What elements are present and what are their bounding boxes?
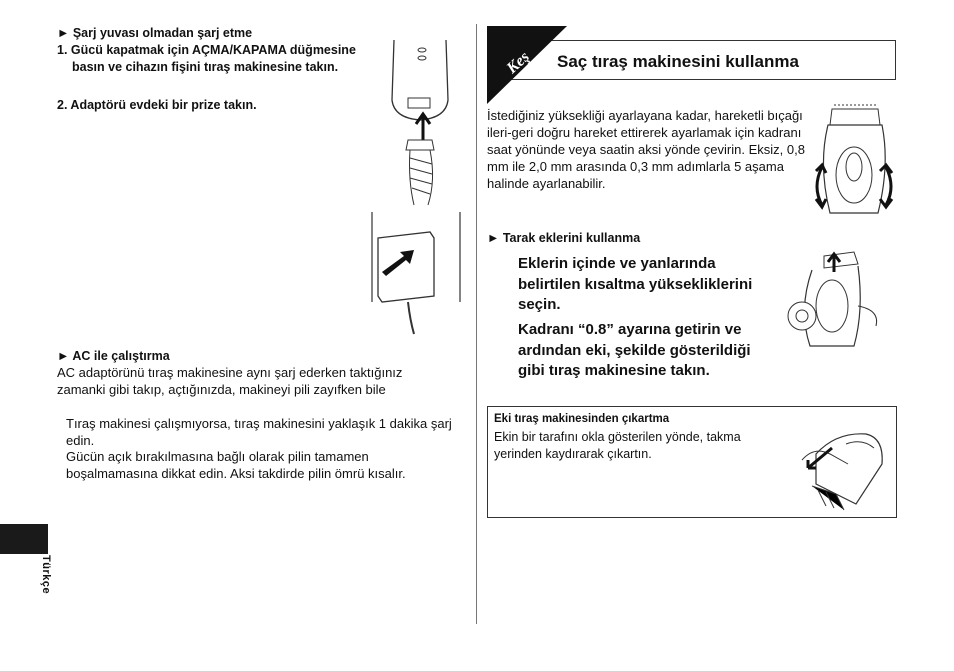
language-label: Türkçe [40,555,52,595]
ac-text-line-2: zamanki gibi takıp, açtığınızda, makineyi pili zayıfken bile [57,382,386,397]
step-2: 2. Adaptörü evdeki bir prize takın. [57,98,257,112]
note-battery-line-1: Gücün açık bırakılmasına bağlı olarak pilin tamamen [66,449,369,464]
corner-triangle [487,26,567,104]
intro-text: İstediğiniz yüksekliği ayarlayana kadar, hareketli bıçağı ileri-geri doğru hareket ettirerek ayarlamak için kadranı saat yönünde veya saatin aksi yönde çevirin. Eksiz, 0,8 mm ile 2,0 mm arasında 0,3 mm adımlarla 5 aşama halinde ayarlanabilir. [487,108,805,191]
dial-shaver-illustration [808,105,898,220]
note-battery-line-2: boşalmamasına dikkat edin. Aksi takdirde pilin ömrü kısalır. [66,466,406,481]
language-tab [0,524,48,554]
instruction-set-dial: Kadranı “0.8” ayarına getirin ve ardından eki, şekilde gösterildiği gibi tıraş makinesine takın. [518,321,751,379]
corner-label: Keş [503,48,533,78]
note-charge: Tıraş makinesi çalışmıyorsa, tıraş makinesini yaklaşık 1 dakika şarj edin. [66,416,452,448]
box-title: Eki tıraş makinesinden çıkartma [494,413,670,425]
instruction-choose-height: Eklerin içinde ve yanlarında belirtilen kısaltma yüksekliklerini seçin. [518,255,753,313]
section-header: Saç tıraş makinesini kullanma [557,52,799,71]
step-1: 1. Gücü kapatmak için AÇMA/KAPAMA düğmesine basın ve cihazın fişini tıraş makinesine takın. [57,43,356,74]
adapter-wall-illustration [370,212,465,337]
ac-text-line-1: AC adaptörünü tıraş makinesine aynı şarj ederken taktığınız [57,365,403,380]
section-title-charging: ► Şarj yuvası olmadan şarj etme [57,26,253,40]
shaver-plug-illustration [380,40,470,210]
column-divider [476,24,477,624]
box-text: Ekin bir tarafını okla gösterilen yönde, takma yerinden kaydırarak çıkartın. [494,430,741,461]
remove-attachment-illustration [796,424,892,514]
attachment-illustration [784,250,894,350]
section-title-ac: ► AC ile çalıştırma [57,349,170,363]
section-title-attachments: ► Tarak eklerini kullanma [487,231,641,245]
